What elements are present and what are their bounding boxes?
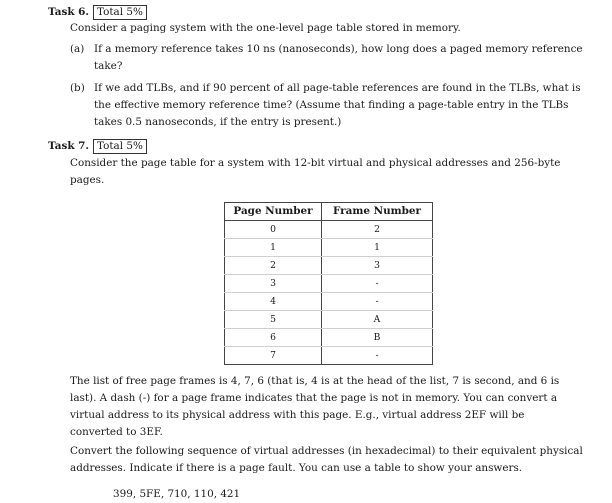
table-row (225, 239, 433, 257)
table-row (225, 347, 433, 365)
frame-number-cell: - (322, 275, 433, 293)
task6-item-b-text: If we add TLBs, and if 90 percent of all page-table references are found in the TLBs, what is the effective memory reference time? (Assume that finding a page-table entry in the TLBs takes 0.5 nanoseconds, if the entry is present.) (94, 82, 581, 128)
task6-intro: Consider a paging system with the one-level page table stored in memory. (70, 22, 461, 34)
task6-heading (48, 4, 147, 21)
table-row (225, 329, 433, 347)
task7-convert-paragraph: Convert the following sequence of virtual addresses (in hexadecimal) to their equivalent physical addresses. Indicate if there is a page fault. You can use a table to show your answers. (70, 445, 583, 474)
frame-number-cell: 2 (322, 221, 433, 239)
task7-intro: Consider the page table for a system with 12-bit virtual and physical addresses and 256-byte pages. (70, 157, 561, 186)
task6-item-a-label: (a) (70, 43, 85, 55)
page-table-header-row (225, 203, 433, 221)
page-table-header-page: Page Number (225, 203, 322, 221)
table-row (225, 257, 433, 275)
task6-badge: Total 5% (93, 5, 147, 20)
task7-badge: Total 5% (93, 139, 147, 154)
frame-number-cell: 1 (322, 239, 433, 257)
page-number-cell: 3 (225, 275, 322, 293)
page-number-cell: 4 (225, 293, 322, 311)
frame-number-cell: - (322, 347, 433, 365)
page-number-cell: 7 (225, 347, 322, 365)
task6-item-b-label: (b) (70, 82, 85, 94)
frame-number-cell: - (322, 293, 433, 311)
task7-heading (48, 138, 147, 155)
table-row (225, 275, 433, 293)
frame-number-cell: A (322, 311, 433, 329)
task7-free-frames-paragraph: The list of free page frames is 4, 7, 6 (that is, 4 is at the head of the list, 7 is second, and 6 is last). A dash (-) for a page frame indicates that the page is not in memory. You can convert a virtual address to its physical address with this page. E.g., virtual address 2EF will be converted to 3EF. (70, 375, 560, 438)
page-number-cell: 0 (225, 221, 322, 239)
frame-number-cell: 3 (322, 257, 433, 275)
task7-title: Task 7. (48, 140, 89, 152)
task7-address-sequence: 399, 5FE, 710, 110, 421 (113, 488, 241, 500)
page-table-header-frame: Frame Number (322, 203, 433, 221)
task6-item-a-text: If a memory reference takes 10 ns (nanoseconds), how long does a paged memory reference take? (94, 43, 583, 72)
page-number-cell: 5 (225, 311, 322, 329)
frame-number-cell: B (322, 329, 433, 347)
table-row (225, 293, 433, 311)
table-row (225, 221, 433, 239)
task6-title: Task 6. (48, 6, 89, 18)
table-row (225, 311, 433, 329)
page-number-cell: 1 (225, 239, 322, 257)
page-number-cell: 2 (225, 257, 322, 275)
page-table (224, 202, 433, 365)
page-number-cell: 6 (225, 329, 322, 347)
